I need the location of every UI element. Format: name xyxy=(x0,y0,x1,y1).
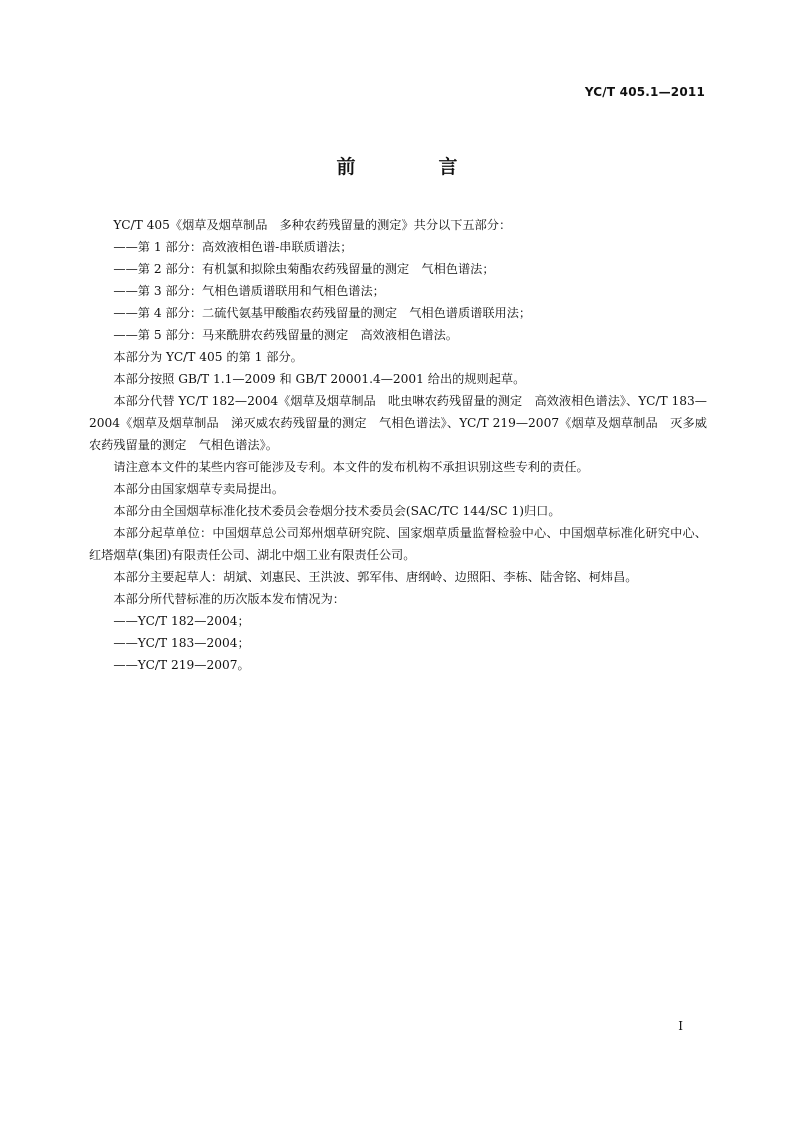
paragraph-proposed-by: 本部分由国家烟草专卖局提出。 xyxy=(113,482,285,496)
paragraph-technical-committee: 本部分由全国烟草标准化技术委员会卷烟分技术委员会(SAC/TC 144/SC 1)归口。 xyxy=(113,504,561,518)
paragraph-drafting-rules: 本部分按照 GB/T 1.1—2009 和 GB/T 20001.4—2001 给出的规则起草。 xyxy=(113,372,526,386)
list-item-part-4: ——第 4 部分：二硫代氨基甲酸酯农药残留量的测定 气相色谱质谱联用法； xyxy=(113,306,532,320)
paragraph-intro: YC/T 405《烟草及烟草制品 多种农药残留量的测定》共分以下五部分： xyxy=(113,218,512,232)
list-item-part-3: ——第 3 部分：气相色谱质谱联用和气相色谱法； xyxy=(113,284,385,298)
list-item-edition-2: ——YC/T 183—2004； xyxy=(113,636,250,650)
list-item-part-1: ——第 1 部分：高效液相色谱-串联质谱法； xyxy=(113,240,353,254)
paragraph-part-statement: 本部分为 YC/T 405 的第 1 部分。 xyxy=(113,350,303,364)
list-item-edition-1: ——YC/T 182—2004； xyxy=(113,614,250,628)
page-number: I xyxy=(678,1019,683,1033)
paragraph-drafting-units: 本部分起草单位：中国烟草总公司郑州烟草研究院、国家烟草质量监督检验中心、中国烟草标准化研究中心、红塔烟草(集团)有限责任公司、湖北中烟工业有限责任公司。 xyxy=(89,526,707,562)
list-item-part-5: ——第 5 部分：马来酰肼农药残留量的测定 高效液相色谱法。 xyxy=(113,328,458,342)
paragraph-patent-notice: 请注意本文件的某些内容可能涉及专利。本文件的发布机构不承担识别这些专利的责任。 xyxy=(113,460,589,474)
document-id: YC/T 405.1—2011 xyxy=(584,85,705,99)
list-item-edition-3: ——YC/T 219—2007。 xyxy=(113,658,250,672)
page-title: 前 言 xyxy=(336,156,490,178)
foreword-body xyxy=(89,214,707,676)
paragraph-previous-editions: 本部分所代替标准的历次版本发布情况为： xyxy=(113,592,345,606)
list-item-part-2: ——第 2 部分：有机氯和拟除虫菊酯农药残留量的测定 气相色谱法； xyxy=(113,262,495,276)
paragraph-replaces: 本部分代替 YC/T 182—2004《烟草及烟草制品 吡虫啉农药残留量的测定 高效液相色谱法》、YC/T 183—2004《烟草及烟草制品 涕灭威农药残留量的测定 气相色谱法》、YC/T 219—2007《烟草及烟草制品 灭多威农药残留量的测定 气相色谱法》。 xyxy=(89,394,707,452)
paragraph-drafters: 本部分主要起草人：胡斌、刘惠民、王洪波、郭军伟、唐纲岭、边照阳、李栋、陆舍铭、柯炜昌。 xyxy=(113,570,638,584)
